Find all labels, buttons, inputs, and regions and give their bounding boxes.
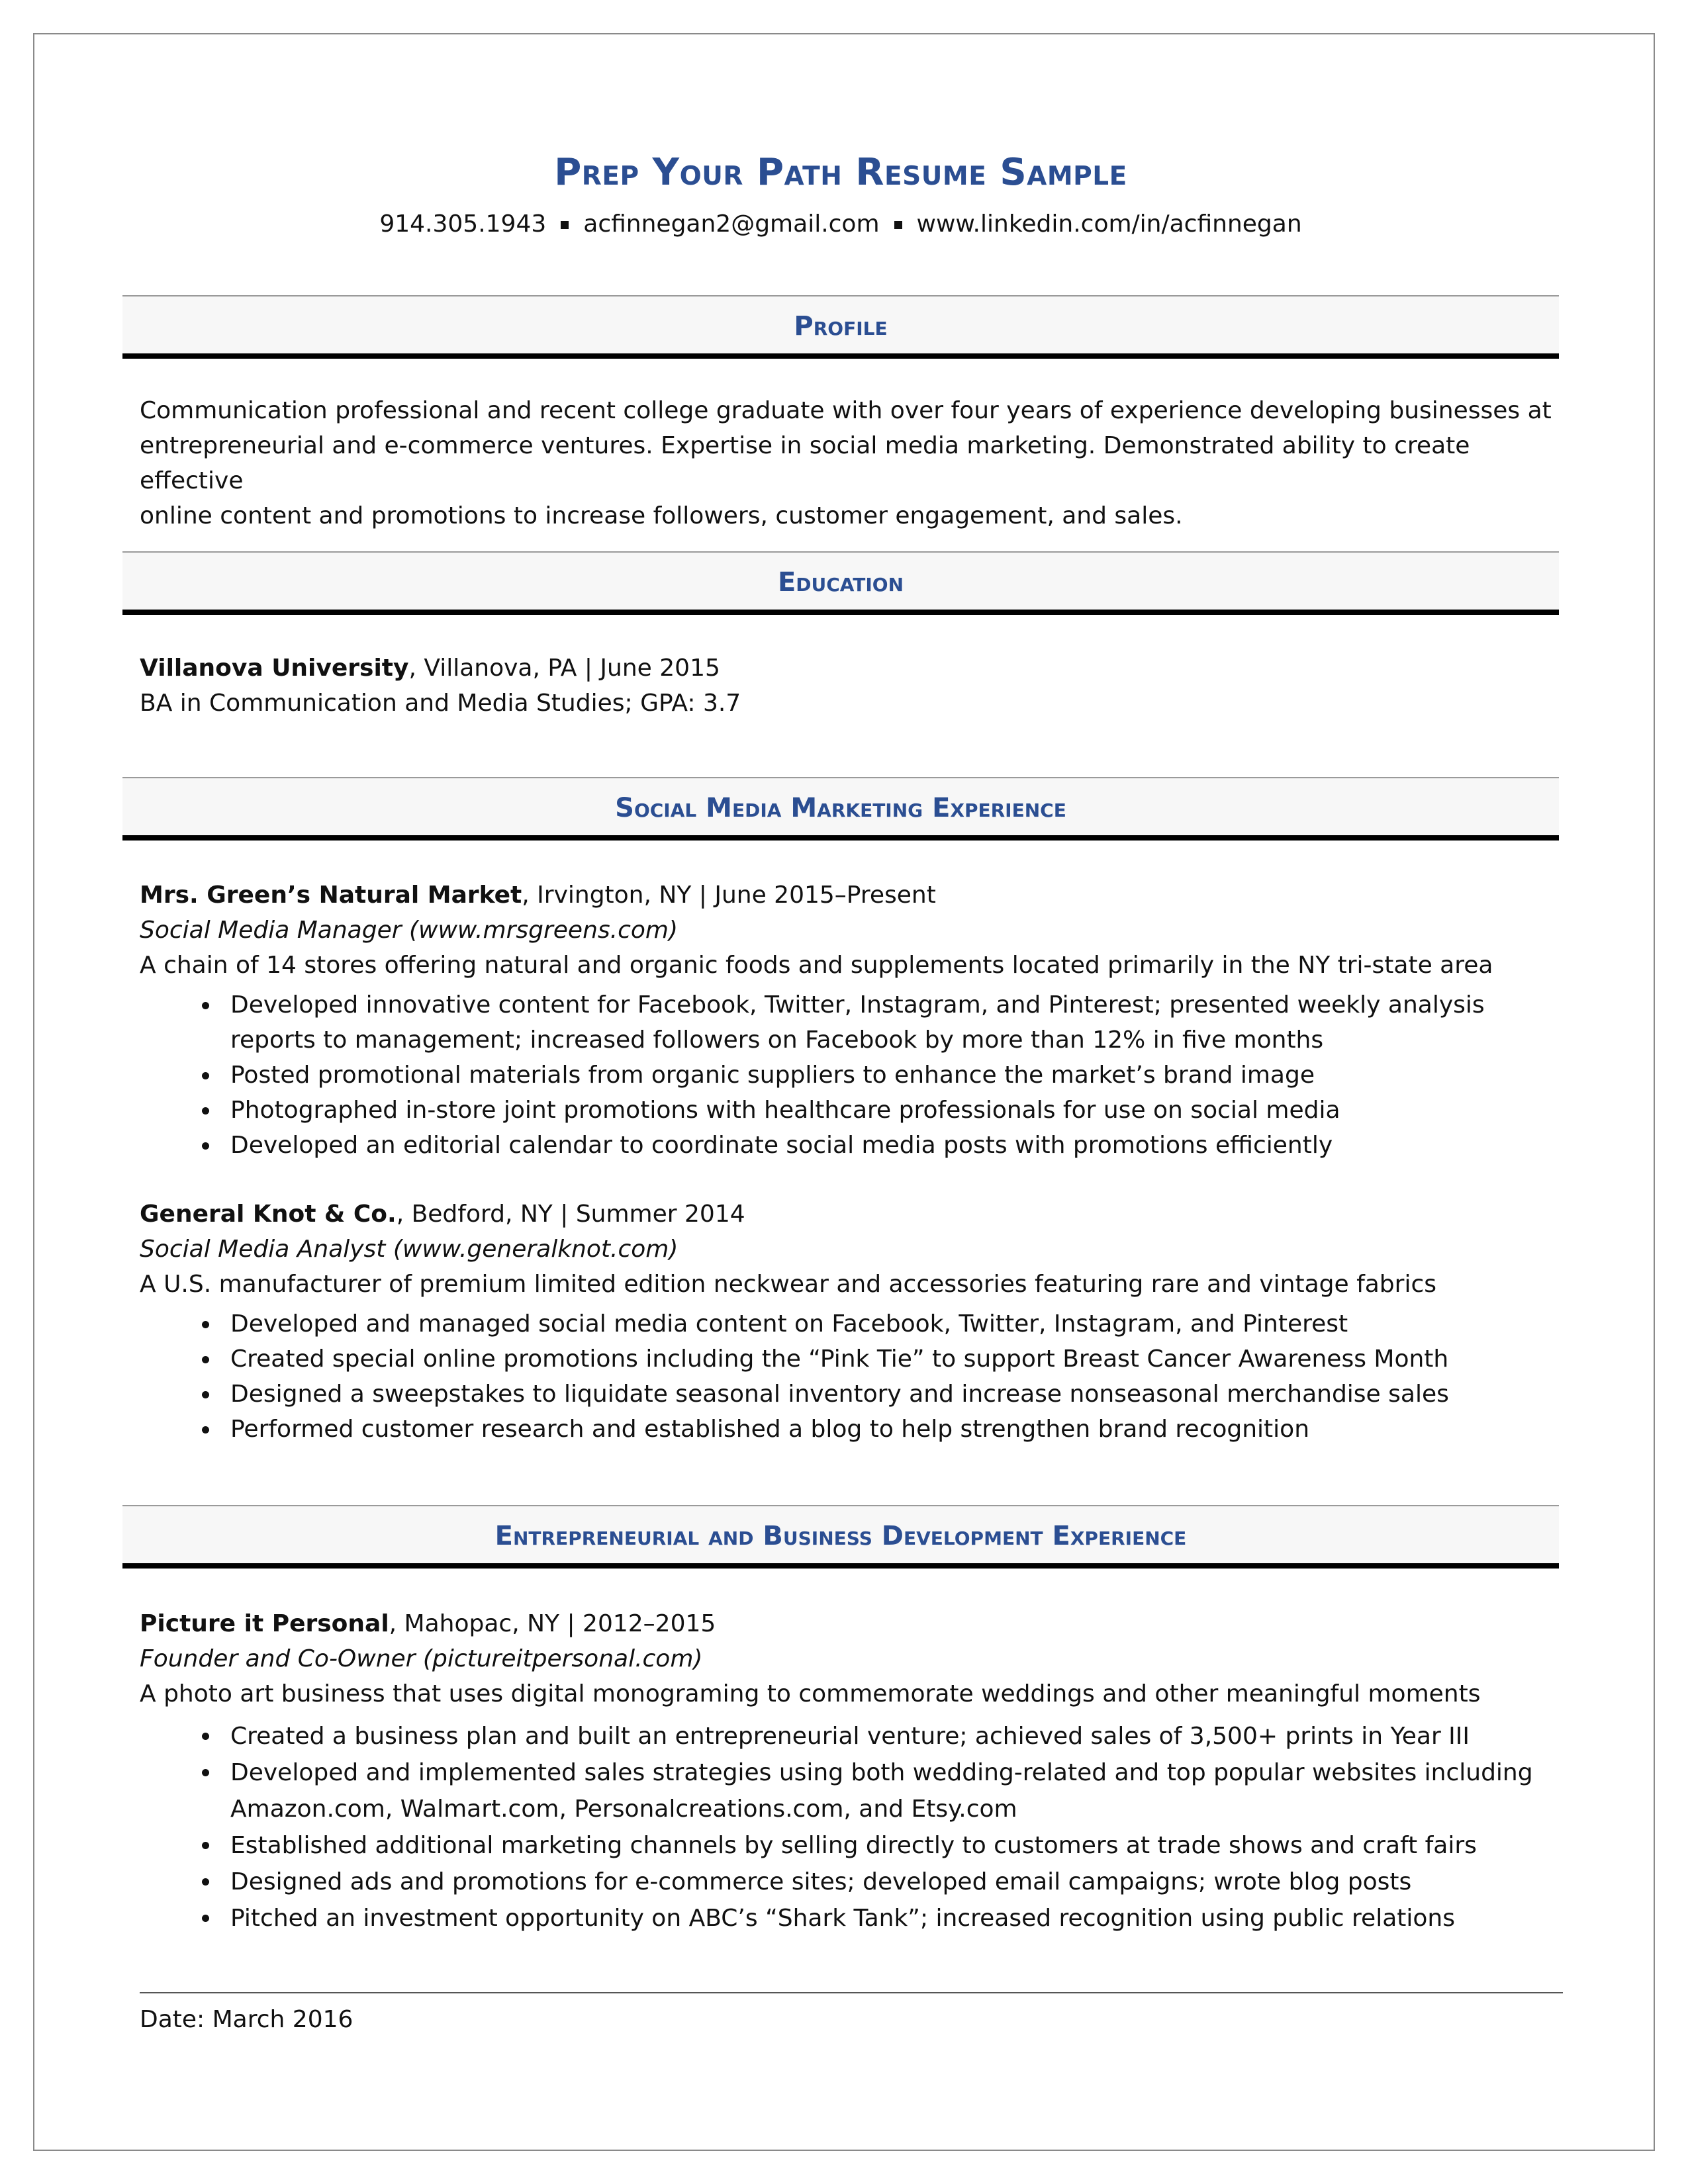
job-bullets	[140, 1718, 1556, 1936]
section-header-education	[122, 551, 1559, 615]
company-description: A U.S. manufacturer of premium limited edition neckwear and accessories featuring rare and vintage fabrics	[140, 1271, 1437, 1298]
job-title: Founder and Co-Owner (pictureitpersonal.com)	[140, 1645, 703, 1672]
bullet-item: Established additional marketing channels by selling directly to customers at trade shows and craft fairs	[140, 1827, 1556, 1864]
bullet-item: Posted promotional materials from organic suppliers to enhance the market’s brand image	[140, 1058, 1556, 1093]
bullet-text: Amazon.com, Walmart.com, Personalcreations.com, and Etsy.com	[230, 1796, 1017, 1823]
section-title: Entrepreneurial and Business Development Experience	[494, 1521, 1187, 1551]
job-title: Social Media Manager (www.mrsgreens.com)	[140, 917, 679, 944]
phone-number: 914.305.1943	[379, 210, 547, 238]
bullet-item: Created a business plan and built an entrepreneurial venture; achieved sales of 3,500+ prints in Year III	[140, 1718, 1556, 1754]
school-name: Villanova University	[140, 655, 409, 682]
bullet-continuation	[140, 1791, 1556, 1827]
bullet-item: Designed a sweepstakes to liquidate seasonal inventory and increase nonseasonal merchandise sales	[140, 1377, 1556, 1412]
job-bullets	[140, 1306, 1556, 1447]
bullet-item: Pitched an investment opportunity on ABC’s “Shark Tank”; increased recognition using public relations	[140, 1900, 1556, 1936]
section-header-social-media	[122, 777, 1559, 841]
job-entry	[140, 1606, 1556, 1711]
bullet-item: Created special online promotions including the “Pink Tie” to support Breast Cancer Awareness Month	[140, 1342, 1556, 1377]
job-bullets	[140, 987, 1556, 1163]
job-details: , Mahopac, NY | 2012–2015	[389, 1610, 716, 1637]
job-entry	[140, 878, 1556, 983]
education-entry	[140, 651, 1556, 721]
company-name: Mrs. Green’s Natural Market	[140, 882, 522, 909]
job-details: , Irvington, NY | June 2015–Present	[522, 882, 936, 909]
company-description: A chain of 14 stores offering natural and organic foods and supplements located primarily in the NY tri-state area	[140, 952, 1493, 979]
section-title: Profile	[794, 311, 888, 341]
resume-title: Prep Your Path Resume Sample	[554, 151, 1127, 194]
separator-square-icon	[561, 221, 569, 229]
company-name: General Knot & Co.	[140, 1201, 397, 1228]
bullet-text: reports to management; increased followers on Facebook by more than 12% in five months	[230, 1026, 1324, 1054]
bullet-item: Photographed in-store joint promotions with healthcare professionals for use on social media	[140, 1093, 1556, 1128]
job-entry	[140, 1197, 1556, 1302]
section-title: Social Media Marketing Experience	[615, 793, 1066, 823]
section-header-profile	[122, 295, 1559, 359]
section-title: Education	[777, 567, 904, 598]
bullet-continuation	[140, 1023, 1556, 1058]
email-address[interactable]: acfinnegan2@gmail.com	[583, 210, 880, 238]
profile-line: online content and promotions to increase followers, customer engagement, and sales.	[140, 502, 1183, 529]
bullet-item: Developed an editorial calendar to coordinate social media posts with promotions efficiently	[140, 1128, 1556, 1163]
profile-summary	[140, 393, 1556, 533]
footer-date: Date: March 2016	[140, 2006, 353, 2033]
bullet-item: Developed and implemented sales strategies using both wedding-related and top popular websites including	[140, 1754, 1556, 1791]
bullet-item: Developed innovative content for Facebook, Twitter, Instagram, and Pinterest; presented weekly analysis	[140, 987, 1556, 1023]
school-details: , Villanova, PA | June 2015	[408, 655, 720, 682]
contact-line	[122, 210, 1559, 238]
footer-divider	[140, 1992, 1563, 1993]
degree-line: BA in Communication and Media Studies; GPA: 3.7	[140, 690, 741, 717]
bullet-item: Performed customer research and established a blog to help strengthen brand recognition	[140, 1412, 1556, 1447]
education-school-line	[140, 651, 1556, 686]
job-company-line	[140, 878, 1556, 913]
linkedin-url[interactable]: www.linkedin.com/in/acfinnegan	[916, 210, 1302, 238]
job-details: , Bedford, NY | Summer 2014	[396, 1201, 745, 1228]
company-name: Picture it Personal	[140, 1610, 389, 1637]
job-title: Social Media Analyst (www.generalknot.com)	[140, 1236, 679, 1263]
separator-square-icon	[894, 221, 902, 229]
company-description: A photo art business that uses digital monograming to commemorate weddings and other meaningful moments	[140, 1680, 1481, 1707]
job-company-line	[140, 1606, 1556, 1641]
bullet-item: Developed and managed social media content on Facebook, Twitter, Instagram, and Pinterest	[140, 1306, 1556, 1342]
job-company-line	[140, 1197, 1556, 1232]
profile-line: Communication professional and recent college graduate with over four years of experience developing businesses at	[140, 397, 1552, 424]
bullet-item: Designed ads and promotions for e-commerce sites; developed email campaigns; wrote blog posts	[140, 1864, 1556, 1900]
section-header-entrepreneurial	[122, 1505, 1559, 1569]
profile-line: entrepreneurial and e-commerce ventures. Expertise in social media marketing. Demonstrated ability to create effective	[140, 432, 1470, 494]
